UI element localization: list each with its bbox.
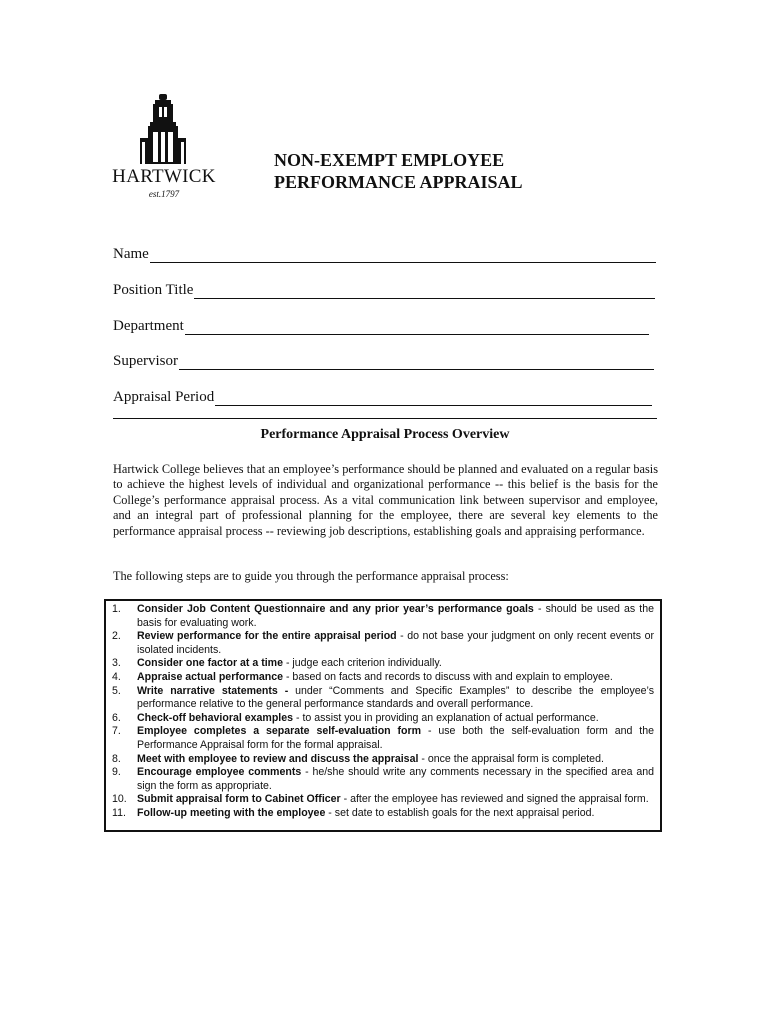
step-detail: - he/she should write any comments necessary in the specified area and sign the form as appropriate.	[137, 766, 654, 792]
step-item	[112, 671, 654, 685]
step-title: Encourage employee comments	[137, 766, 302, 779]
step-title: Meet with employee to review and discuss the appraisal	[137, 752, 419, 765]
step-detail: under “Comments and Specific Examples” to describe the employee’s performance relative to the general performance standards and overall performance.	[137, 684, 654, 711]
step-number: 4.	[112, 670, 121, 683]
step-detail: - use both the self-evaluation form and the Performance Appraisal form for the formal appraisal.	[137, 725, 654, 751]
step-item	[112, 725, 654, 752]
position-title-field[interactable]	[113, 282, 655, 299]
step-item	[112, 753, 654, 767]
title-line-1: NON-EXEMPT EMPLOYEE	[274, 150, 505, 170]
step-detail: - set date to establish goals for the next appraisal period.	[325, 806, 595, 819]
supervisor-field[interactable]	[113, 353, 654, 370]
step-title: Follow-up meeting with the employee	[137, 806, 326, 819]
step-detail: - once the appraisal form is completed.	[418, 752, 604, 765]
name-line[interactable]	[150, 248, 656, 263]
step-number: 1.	[112, 603, 121, 615]
appraisal-period-label: Appraisal Period	[113, 389, 215, 405]
step-detail: - to assist you in providing an explanation of actual performance.	[293, 711, 599, 724]
steps-box	[104, 599, 662, 832]
name-field[interactable]	[113, 246, 656, 263]
step-item	[112, 630, 654, 657]
step-detail: - after the employee has reviewed and signed the appraisal form.	[340, 793, 649, 806]
department-label: Department	[113, 318, 184, 334]
appraisal-period-line[interactable]	[215, 391, 652, 406]
overview-paragraph: Hartwick College believes that an employee’s performance should be planned and evaluated on a regular basis to achieve the highest levels of individual and organizational performance -- this belief is the basis for the College’s performance appraisal process. As a vital communication link between supervisor and employee, and an integral part of professional planning for the employee, there are several key elements to the performance appraisal process -- reviewing job descriptions, establishing goals and appraising performance.	[113, 462, 658, 538]
department-line[interactable]	[185, 320, 649, 335]
step-number: 7.	[112, 725, 121, 738]
step-title: Appraise actual performance	[137, 670, 284, 683]
step-item	[112, 712, 654, 726]
step-detail: - based on facts and records to discuss with and explain to employee.	[283, 670, 613, 683]
step-number: 3.	[112, 657, 121, 670]
step-title: Submit appraisal form to Cabinet Officer	[137, 793, 341, 806]
step-title: Check-off behavioral examples	[137, 711, 294, 724]
step-item	[112, 766, 654, 793]
step-item	[112, 685, 654, 712]
step-title: Consider Job Content Questionnaire and any prior year’s performance goals	[137, 603, 534, 615]
supervisor-line[interactable]	[179, 355, 654, 370]
position-title-line[interactable]	[194, 284, 655, 299]
step-title: Employee completes a separate self-evaluation form	[137, 725, 422, 738]
step-number: 6.	[112, 711, 121, 724]
document-title	[274, 149, 523, 193]
position-title-label: Position Title	[113, 282, 194, 298]
step-number: 10.	[112, 793, 127, 806]
section-divider	[113, 418, 657, 419]
hartwick-logo	[108, 94, 220, 204]
title-line-2: PERFORMANCE APPRAISAL	[274, 172, 523, 192]
tower-icon	[108, 94, 220, 166]
steps-intro: The following steps are to guide you through the performance appraisal process:	[113, 569, 509, 583]
supervisor-label: Supervisor	[113, 353, 178, 369]
logo-wordmark: HARTWICK	[112, 166, 216, 187]
steps-list	[106, 601, 660, 821]
name-label: Name	[113, 246, 149, 262]
overview-heading: Performance Appraisal Process Overview	[260, 427, 510, 442]
logo-established: est.1797	[148, 189, 180, 199]
step-detail: - judge each criterion individually.	[283, 657, 442, 670]
step-item	[112, 793, 654, 807]
department-field[interactable]	[113, 318, 649, 335]
step-number: 9.	[112, 766, 121, 779]
step-title: Consider one factor at a time	[137, 657, 283, 670]
appraisal-period-field[interactable]	[113, 389, 652, 406]
step-number: 11.	[112, 806, 126, 819]
step-item	[112, 657, 654, 671]
step-item	[112, 807, 654, 821]
step-title: Write narrative statements -	[137, 684, 289, 697]
step-item	[112, 603, 654, 630]
step-detail: - do not base your judgment on only recent events or isolated incidents.	[137, 630, 654, 656]
step-number: 8.	[112, 752, 121, 765]
step-title: Review performance for the entire appraisal period	[137, 630, 397, 643]
step-number: 2.	[112, 630, 121, 643]
step-detail: - should be used as the basis for evaluating work.	[137, 603, 655, 629]
step-number: 5.	[112, 684, 121, 697]
